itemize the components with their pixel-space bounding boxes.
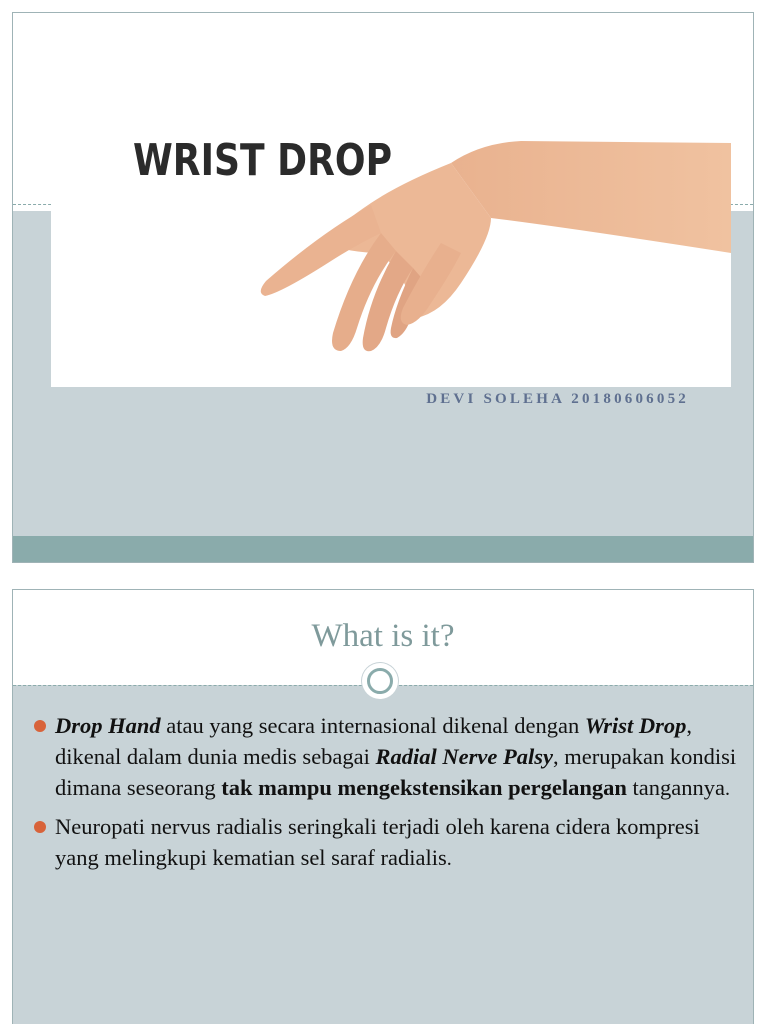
- text-span: , dikenal dalam dunia medis sebagai: [55, 713, 692, 769]
- bullet-item: [31, 710, 741, 805]
- term-drop-hand: Drop Hand: [55, 713, 161, 738]
- slide-footer-bar: [13, 536, 753, 562]
- emphasis-text: tak mampu mengekstensikan pergelangan: [221, 775, 627, 800]
- slide-heading: What is it?: [311, 618, 455, 654]
- text-span: .: [446, 848, 452, 870]
- bullet-dot-icon: [34, 821, 46, 833]
- text-span: tangannya: [626, 775, 725, 800]
- bullet-text: [55, 713, 736, 800]
- author-line: DEVI SOLEHA 20180606052: [426, 391, 689, 407]
- bullet-dot-icon: [34, 720, 46, 732]
- slide-title: WRIST DROP: [133, 135, 393, 186]
- title-slide: [12, 12, 754, 563]
- text-span: , merupakan kondisi dimana seseorang: [55, 744, 737, 800]
- bullet-list: [31, 710, 741, 881]
- text-span: Neuropati nervus radialis seringkali terjadi oleh karena cidera kompresi yang melingkupi kematian sel saraf radialis: [55, 814, 700, 870]
- term-wrist-drop: Wrist Drop: [584, 713, 687, 738]
- content-slide: [12, 589, 754, 1024]
- circle-ornament-icon: [362, 663, 398, 699]
- term-radial-nerve-palsy: Radial Nerve Palsy: [375, 744, 553, 769]
- text-span: .: [724, 778, 730, 800]
- bullet-text: [55, 814, 700, 870]
- text-span: atau yang secara internasional dikenal dengan: [160, 713, 585, 738]
- bullet-item: [31, 811, 741, 875]
